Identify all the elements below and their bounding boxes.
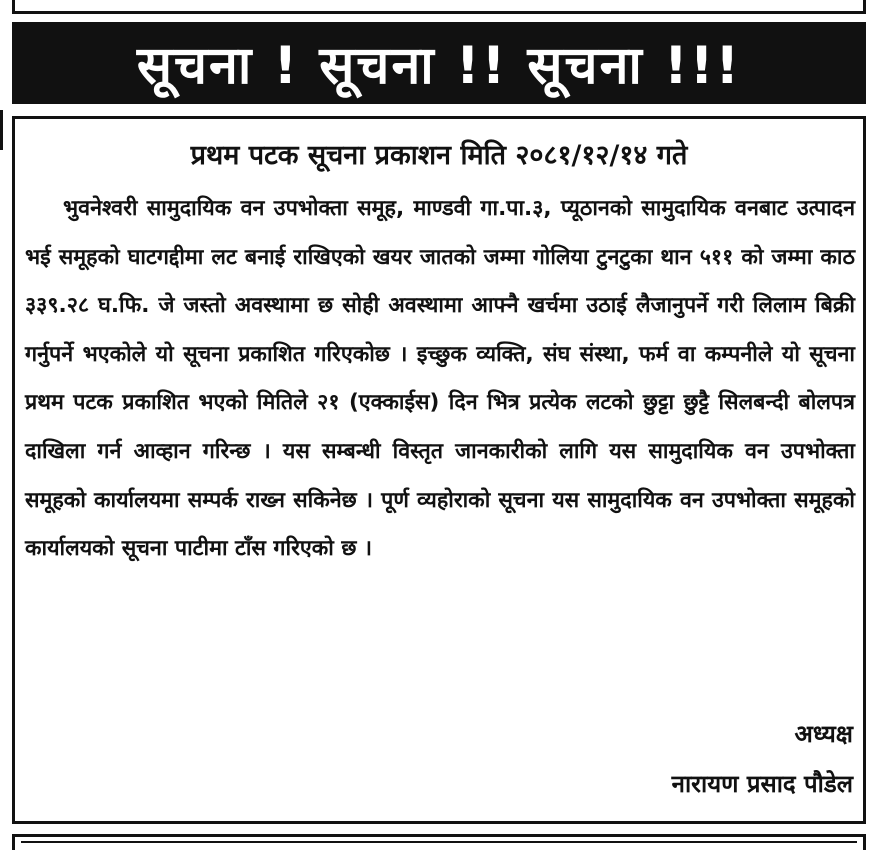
notice-banner (12, 22, 866, 104)
top-border-strip (12, 0, 866, 14)
bottom-border-strip (12, 834, 866, 850)
notice-box (12, 116, 866, 824)
banner-title: सूचना ! सूचना !! सूचना !!! (136, 35, 742, 96)
left-edge-mark (0, 110, 3, 150)
notice-body: भुवनेश्वरी सामुदायिक वन उपभोक्ता समूह, माण्डवी गा.पा.३, प्यूठानको सामुदायिक वनबाट उत्पादन भई समूहको घाटगद्दीमा लट बनाई राखिएको खयर जातको जम्मा गोलिया टुनटुका थान ५११ को जम्मा काठ ३३९.२८ घ.फि. जे जस्तो अवस्थामा छ सोही अवस्थामा आफ्नै खर्चमा उठाई लैजानुपर्ने गरी लिलाम बिक्री गर्नुपर्ने भएकोले यो सूचना प्रकाशित गरिएकोछ । इच्छुक व्यक्ति, संघ संस्था, फर्म वा कम्पनीले यो सूचना प्रथम पटक प्रकाशित भएको मितिले २१ (एक्काईस) दिन भित्र प्रत्येक लटको छुट्टा छुट्टै सिलबन्दी बोलपत्र दाखिला गर्न आव्हान गरिन्छ । यस सम्बन्धी विस्तृत जानकारीको लागि यस सामुदायिक वन उपभोक्ता समूहको कार्यालयमा सम्पर्क राख्न सकिनेछ । पूर्ण व्यहोराको सूचना यस सामुदायिक वन उपभोक्ता समूहको कार्यालयको सूचना पाटीमा टाँस गरिएको छ । (25, 196, 855, 562)
notice-subtitle: प्रथम पटक सूचना प्रकाशन मिति २०८१/१२/१४ गते (190, 140, 688, 171)
signatory-name: नारायण प्रसाद पौडेल (671, 770, 853, 798)
signatory-role: अध्यक्ष (794, 720, 853, 748)
